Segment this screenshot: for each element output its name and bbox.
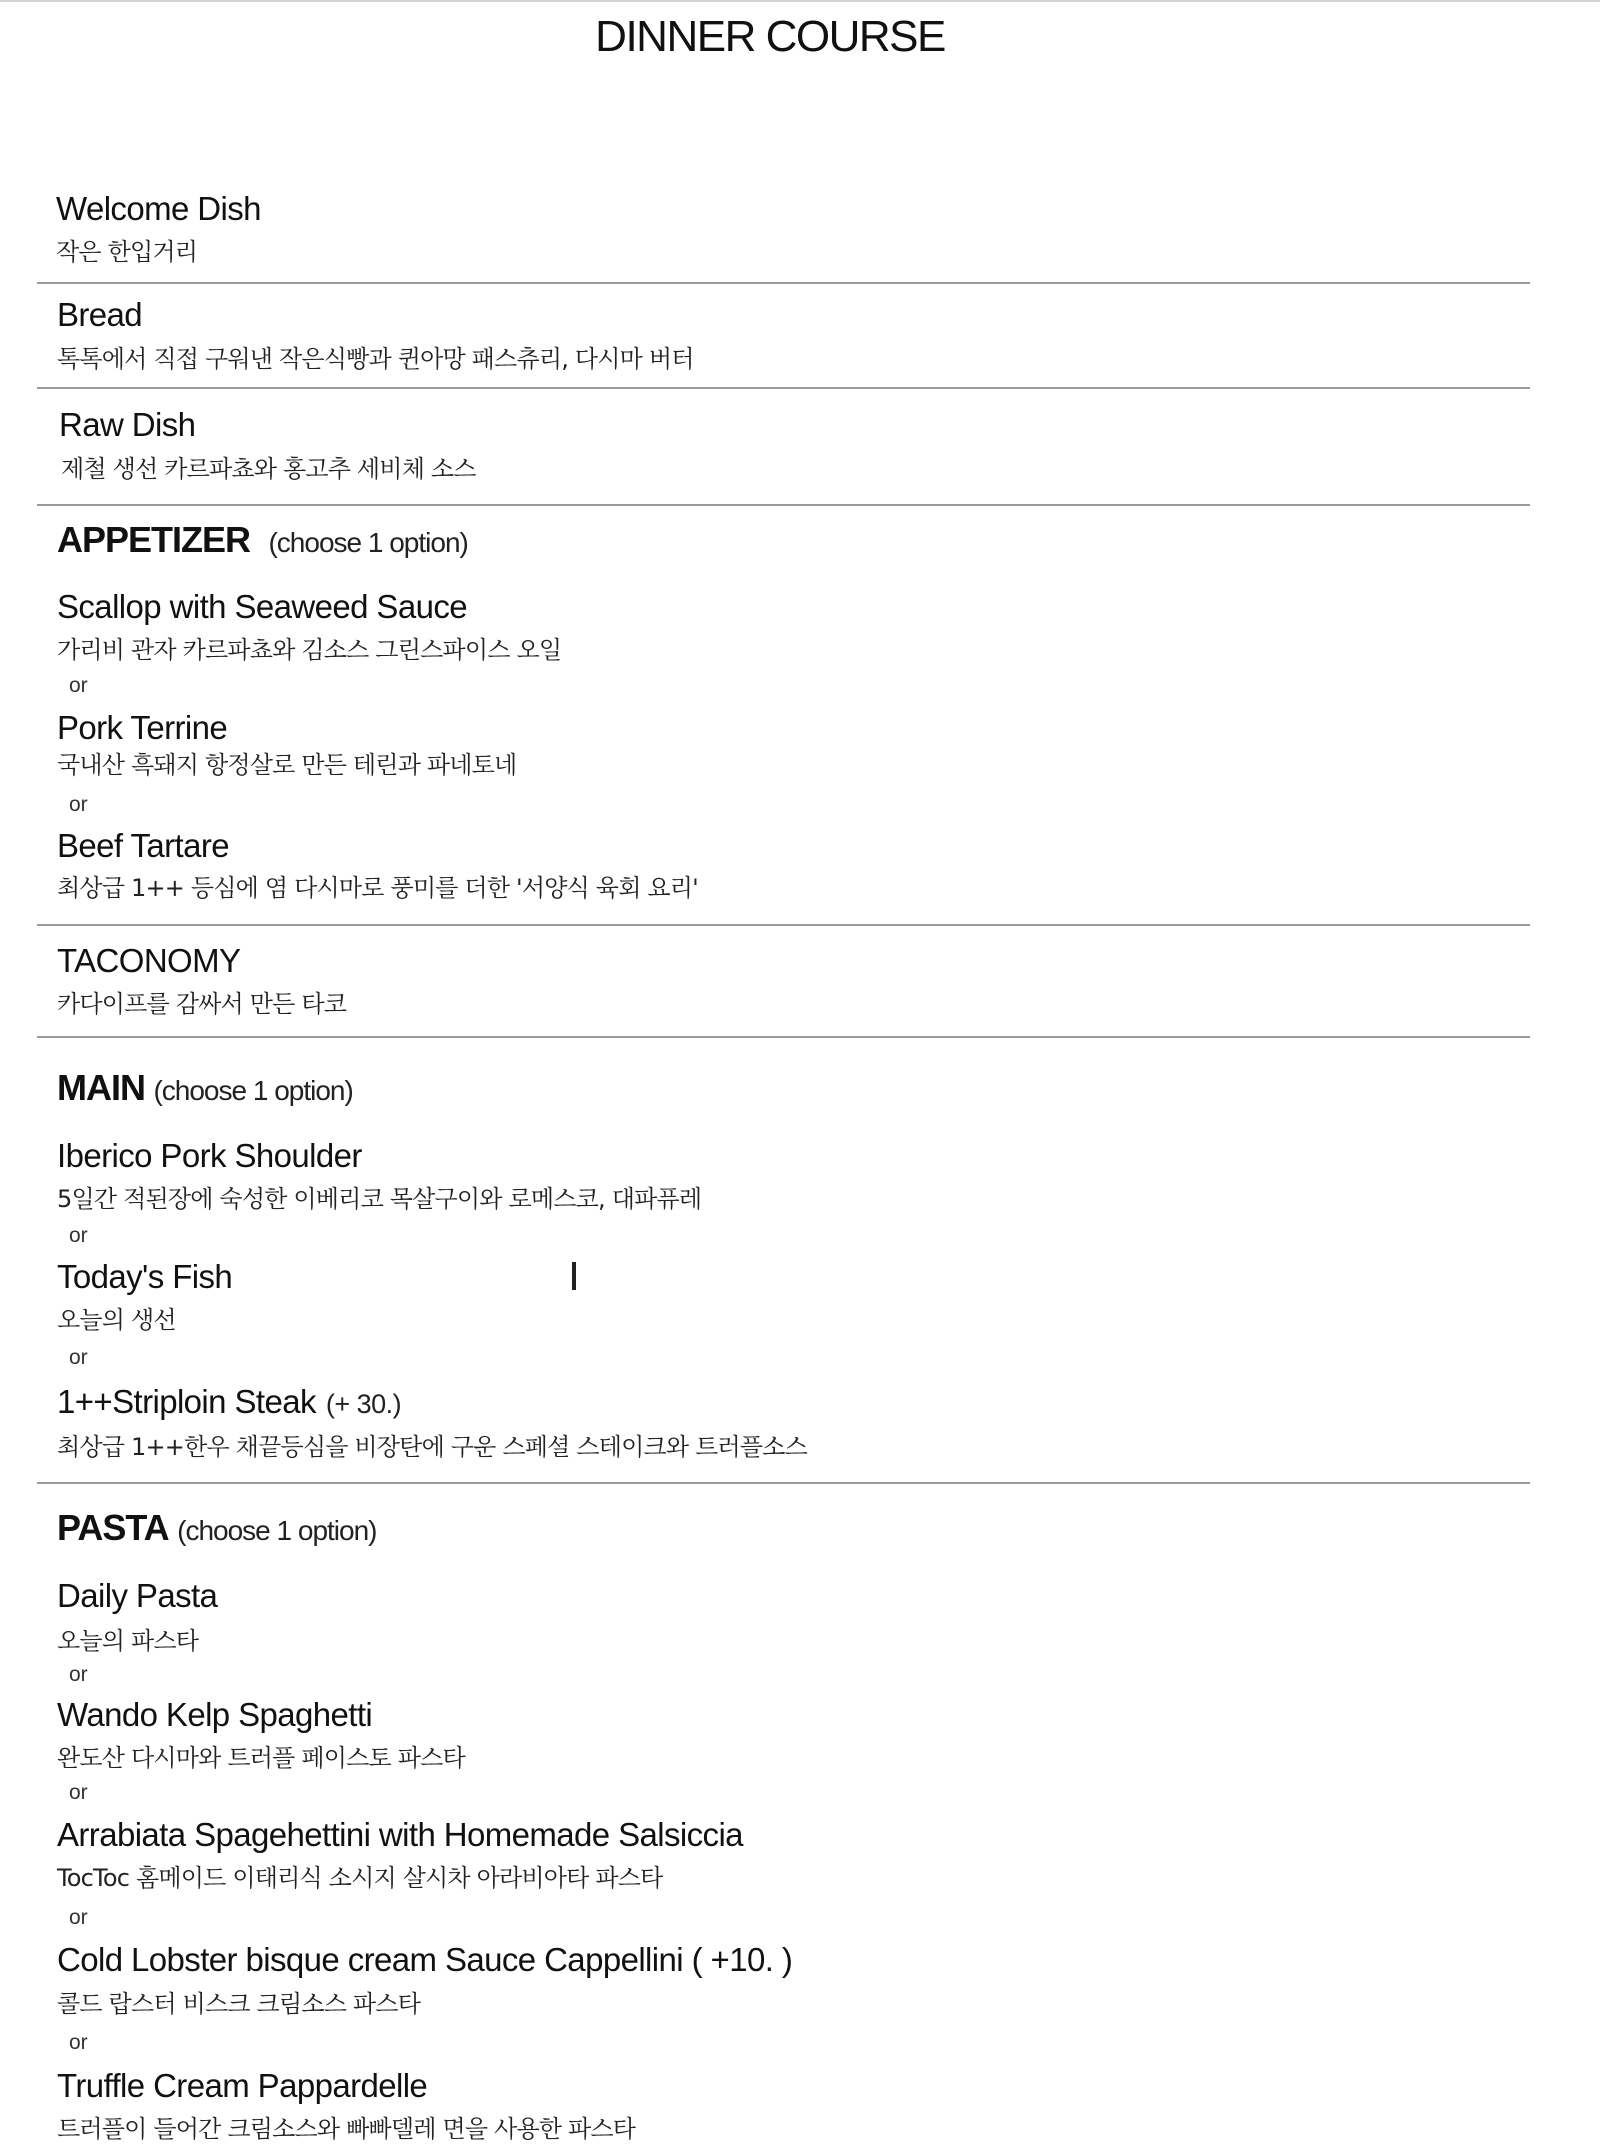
taconomy-name: TACONOMY [57,942,241,979]
main-item-desc: 5일간 적된장에 숙성한 이베리코 목살구이와 로메스코, 대파퓨레 [57,1185,702,1213]
raw-dish-desc: 제철 생선 카르파쵸와 홍고추 세비체 소스 [61,455,476,483]
or-separator: or [69,1346,88,1369]
divider [37,924,1530,926]
appetizer-item-name: Beef Tartare [57,827,229,864]
main-item-name: Today's Fish [57,1258,233,1295]
page-title: DINNER COURSE [595,12,945,61]
main-item-name: Iberico Pork Shoulder [57,1137,362,1174]
text-cursor-icon [572,1262,576,1290]
or-separator: or [69,1224,88,1247]
pasta-item-name: Arrabiata Spagehettini with Homemade Salsiccia [57,1816,743,1853]
or-separator: or [69,1906,88,1929]
pasta-item-desc: 오늘의 파스타 [57,1627,199,1655]
pasta-item-name: Truffle Cream Pappardelle [57,2067,428,2104]
or-separator: or [69,1781,88,1804]
main-item-desc: 오늘의 생선 [57,1306,176,1334]
pasta-item-name: Daily Pasta [57,1577,218,1614]
main-steak-row [57,1383,401,1421]
pasta-item-desc: 트러플이 들어간 크림소스와 빠빠델레 면을 사용한 파스타 [57,2115,636,2143]
or-separator: or [69,1663,88,1686]
appetizer-note: (choose 1 option) [268,527,468,558]
divider [37,282,1530,284]
divider [37,504,1530,506]
appetizer-heading-row [57,519,468,561]
pasta-item-desc: TocToc 홈메이드 이태리식 소시지 살시차 아라비아타 파스타 [57,1864,663,1892]
appetizer-item-desc: 가리비 관자 카르파쵸와 김소스 그린스파이스 오일 [57,636,562,664]
main-heading: MAIN [57,1067,145,1108]
main-item-desc: 최상급 1++한우 채끝등심을 비장탄에 구운 스페셜 스테이크와 트러플소스 [57,1433,808,1461]
bread-name: Bread [57,296,143,333]
pasta-item-desc: 콜드 랍스터 비스크 크림소스 파스타 [57,1990,421,2018]
taconomy-desc: 카다이프를 감싸서 만든 타코 [57,990,347,1018]
or-separator: or [69,674,88,697]
main-item-surcharge: (+ 30.) [325,1389,402,1419]
appetizer-item-desc: 국내산 흑돼지 항정살로 만든 테린과 파네토네 [57,751,517,779]
top-border [0,0,1600,2]
divider [37,1036,1530,1038]
main-note: (choose 1 option) [153,1075,353,1106]
main-item-name: 1++Striploin Steak [57,1383,316,1420]
appetizer-item-desc: 최상급 1++ 등심에 염 다시마로 풍미를 더한 '서양식 육회 요리' [57,874,698,902]
welcome-dish-desc: 작은 한입거리 [56,238,198,266]
raw-dish-name: Raw Dish [59,406,196,443]
divider [37,1482,1530,1484]
pasta-heading-row [57,1507,376,1549]
appetizer-item-name: Pork Terrine [57,709,228,746]
or-separator: or [69,793,88,816]
pasta-item-name: Wando Kelp Spaghetti [57,1696,373,1733]
or-separator: or [69,2031,88,2054]
pasta-item-name: Cold Lobster bisque cream Sauce Cappellini ( +10. ) [57,1941,793,1978]
appetizer-item-name: Scallop with Seaweed Sauce [57,588,468,625]
pasta-item-desc: 완도산 다시마와 트러플 페이스토 파스타 [57,1744,465,1772]
main-heading-row [57,1067,353,1109]
pasta-note: (choose 1 option) [177,1515,377,1546]
pasta-heading: PASTA [57,1507,169,1548]
welcome-dish-name: Welcome Dish [56,190,261,227]
bread-desc: 톡톡에서 직접 구워낸 작은식빵과 퀸아망 패스츄리, 다시마 버터 [57,345,694,373]
appetizer-heading: APPETIZER [57,519,251,560]
divider [37,387,1530,389]
